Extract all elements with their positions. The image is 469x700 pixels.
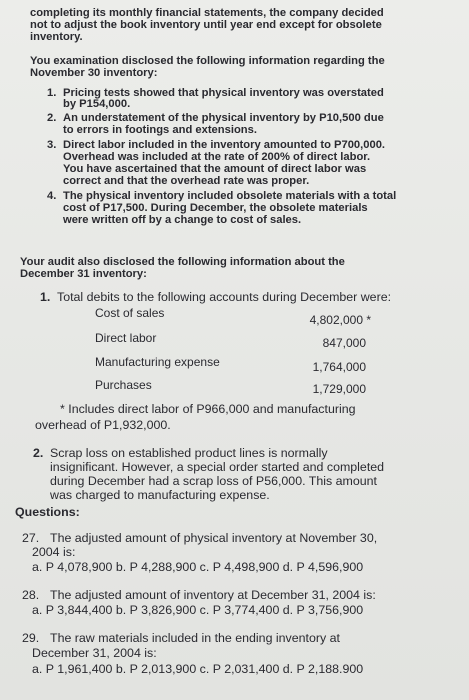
december-lead: December 31 inventory: [20,268,147,280]
account-label: Direct labor [95,331,157,345]
item-line: to errors in footings and extensions. [63,124,257,136]
november-lead: November 30 inventory: [30,67,158,79]
item-number: 1. [47,87,57,99]
question-number: 28. [22,588,40,602]
item-line: An understatement of the physical inventory by P10,500 due [63,112,384,124]
item-number: 1. [40,290,51,304]
account-label: Manufacturing expense [95,355,220,369]
question-line: The adjusted amount of inventory at December 31, 2004 is: [50,588,376,602]
november-lead: You examination disclosed the following information regarding the [30,55,385,67]
footnote-line: overhead of P1,932,000. [35,418,171,432]
question-line: December 31, 2004 is: [32,646,157,660]
question-number: 29. [22,631,40,645]
question-choices: a. P 3,844,400 b. P 3,826,900 c. P 3,774,400 d. P 3,756,900 [32,603,364,617]
account-value: 847,000 [322,336,366,350]
account-label: Cost of sales [95,306,165,320]
item-line: by P154,000. [63,98,131,110]
item-number: 2. [47,112,57,124]
question-number: 27. [22,531,40,545]
item-number: 3. [47,139,57,151]
question-line: The raw materials included in the ending inventory at [50,631,340,645]
item-line: correct and that the overhead rate was proper. [63,175,310,187]
question-choices: a. P 4,078,900 b. P 4,288,900 c. P 4,498,900 d. P 4,596,900 [32,560,364,574]
intro-line: completing its monthly financial statements, the company decided [30,7,384,19]
item-line: insignificant. However, a special order started and completed [50,460,385,474]
item-line: Scrap loss on established product lines is normally [50,446,328,460]
question-line: 2004 is: [32,545,76,559]
item-line: was charged to manufacturing expense. [50,488,270,502]
item-line: during December had a scrap loss of P56,000. This amount [50,474,377,488]
intro-line: inventory. [30,31,83,43]
item-line: Overhead was included at the rate of 200% of direct labor. [63,151,371,163]
item-number: 2. [33,446,44,460]
item-line: cost of P17,500. During December, the obsolete materials [63,202,368,214]
account-value: 4,802,000 * [309,313,371,327]
account-value: 1,729,000 [312,382,366,396]
question-choices: a. P 1,961,400 b. P 2,013,900 c. P 2,031,400 d. P 2,188.900 [32,662,364,676]
question-line: The adjusted amount of physical inventory at November 30, [50,531,378,545]
item-line: You have ascertained that the amount of direct labor was [63,163,367,175]
account-label: Purchases [95,378,152,392]
questions-heading: Questions: [15,505,80,519]
item-line: The physical inventory included obsolete materials with a total [63,190,397,202]
item-line: were written off by a change to cost of sales. [63,214,302,226]
item-line: Total debits to the following accounts during December were: [57,290,392,304]
account-value: 1,764,000 [312,360,366,374]
december-lead: Your audit also disclosed the following information about the [20,256,345,268]
footnote-line: * Includes direct labor of P966,000 and manufacturing [60,402,356,416]
intro-line: not to adjust the book inventory until year end except for obsolete [30,19,382,31]
item-line: Direct labor included in the inventory amounted to P700,000. [63,139,386,151]
item-line: Pricing tests showed that physical inventory was overstated [63,87,384,99]
item-number: 4. [47,190,57,202]
